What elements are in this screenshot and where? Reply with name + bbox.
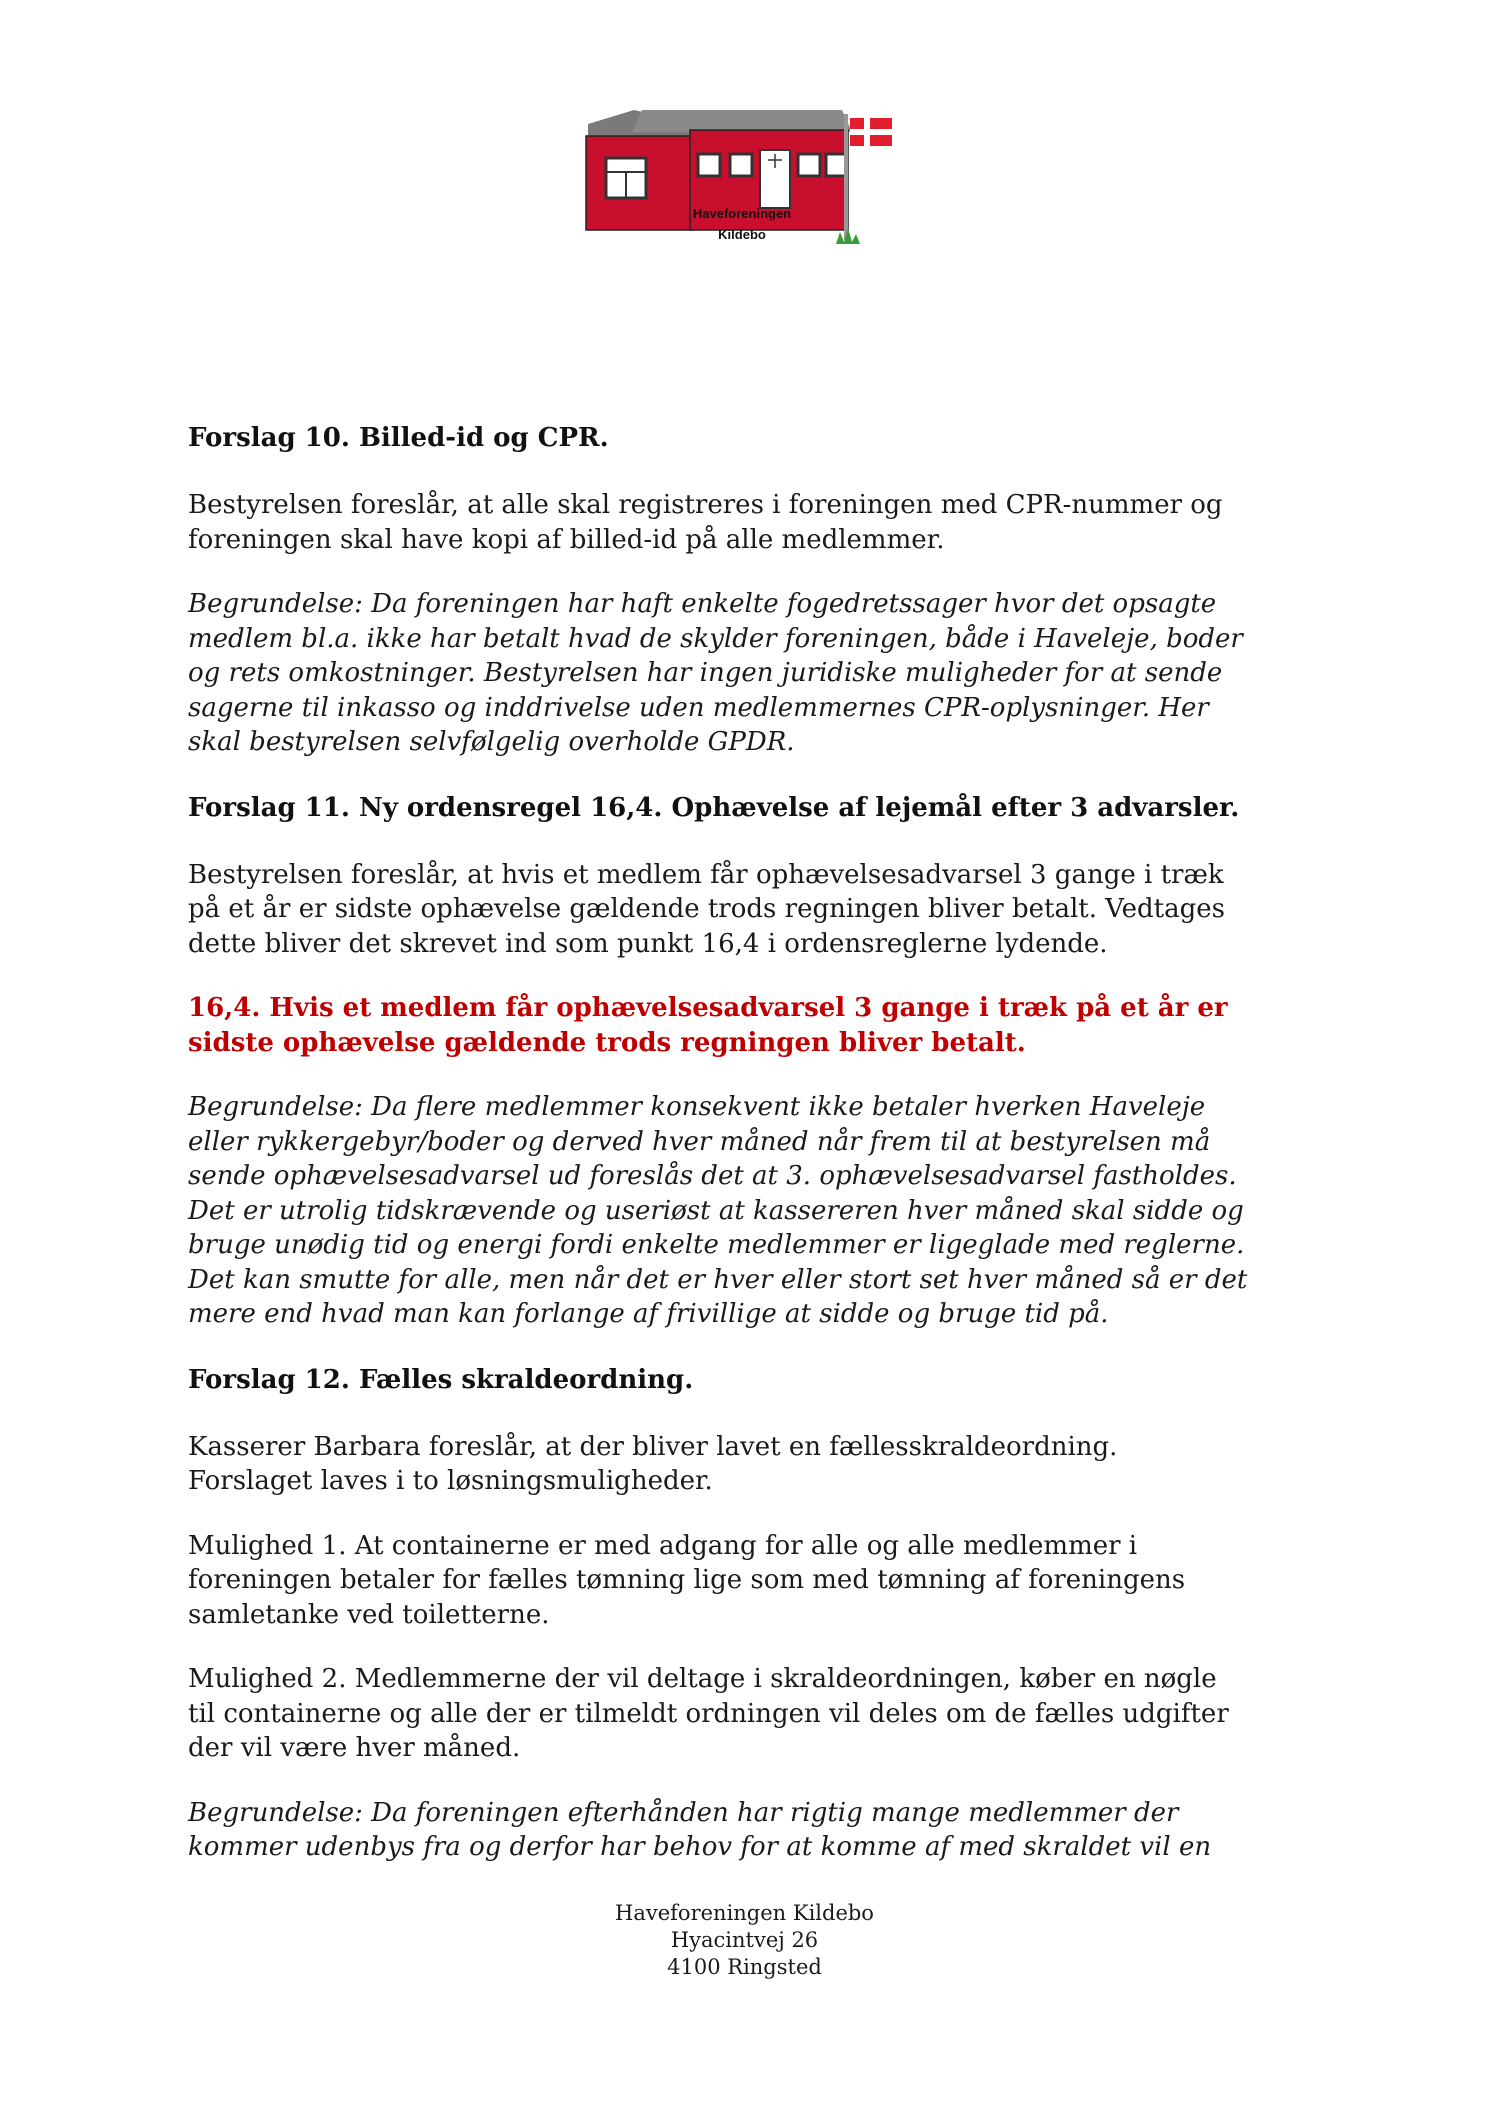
paragraph: Kasserer Barbara foreslår, at der bliver lavet en fællesskraldeordning. Forslaget laves i to løsningsmuligheder. [188, 1431, 1118, 1496]
house-flag-icon [582, 110, 904, 260]
page-footer [0, 1900, 1489, 1981]
section-heading-forslag-10: Forslag 10. Billed-id og CPR. [188, 423, 609, 453]
document-body [188, 420, 1348, 1895]
footer-org-name: Haveforeningen Kildebo [615, 1901, 874, 1925]
paragraph: Bestyrelsen foreslår, at hvis et medlem får ophævelsesadvarsel 3 gange i træk på et år er sidste ophævelse gældende trods regningen bliver betalt. Vedtages dette bliver det skrevet ind som punkt 16,4 i ordensreglerne lydende. [188, 859, 1226, 959]
footer-city: 4100 Ringsted [667, 1955, 822, 1979]
paragraph-option-2: Mulighed 2. Medlemmerne der vil deltage i skraldeordningen, køber en nøgle til containerne og alle der er tilmeldt ordningen vil deles om de fælles udgifter der vil være hver måned. [188, 1664, 1229, 1763]
logo-line2: Kildebo [718, 227, 766, 242]
logo [582, 110, 904, 260]
paragraph-rationale: Begrundelse: Da foreningen har haft enkelte fogedretssager hvor det opsagte medlem bl.a. ikke har betalt hvad de skylder foreningen, både i Haveleje, boder og rets omkostninger. Bestyrelsen har ingen juridiske muligheder for at sende sagerne til inkasso og inddrivelse uden medlemmernes CPR-oplysninger. Her skal bestyrelsen selvfølgelig overholde GPDR. [188, 589, 1243, 757]
section-heading-forslag-11: Forslag 11. Ny ordensregel 16,4. Ophævelse af lejemål efter 3 advarsler. [188, 792, 1240, 823]
proposed-rule-text: 16,4. Hvis et medlem får ophævelsesadvarsel 3 gange i træk på et år er sidste ophævelse gældende trods regningen bliver betalt. [188, 993, 1228, 1058]
paragraph: Bestyrelsen foreslår, at alle skal registreres i foreningen med CPR-nummer og foreningen skal have kopi af billed-id på alle medlemmer. [188, 490, 1223, 555]
paragraph-option-1: Mulighed 1. At containerne er med adgang for alle og alle medlemmer i foreningen betaler for fælles tømning lige som med tømning af foreningens samletanke ved toiletterne. [188, 1530, 1186, 1630]
paragraph-rationale: Begrundelse: Da foreningen efterhånden har rigtig mange medlemmer der kommer udenbys fra og derfor har behov for at komme af med skraldet vil en [188, 1797, 1212, 1862]
paragraph-rationale: Begrundelse: Da flere medlemmer konsekvent ikke betaler hverken Haveleje eller rykkergebyr/boder og derved hver måned når frem til at bestyrelsen må sende ophævelsesadvarsel ud foreslås det at 3. ophævelsesadvarsel fastholdes. Det er utrolig tidskrævende og useriøst at kassereren hver måned skal sidde og bruge unødig tid og energi fordi enkelte medlemmer er ligeglade med reglerne. Det kan smutte for alle, men når det er hver eller stort set hver måned så er det mere end hvad man kan forlange af frivillige at sidde og bruge tid på. [188, 1092, 1248, 1329]
logo-line1: Haveforeningen [692, 206, 792, 221]
section-heading-forslag-12: Forslag 12. Fælles skraldeordning. [188, 1364, 694, 1395]
footer-street: Hyacintvej 26 [670, 1928, 819, 1952]
